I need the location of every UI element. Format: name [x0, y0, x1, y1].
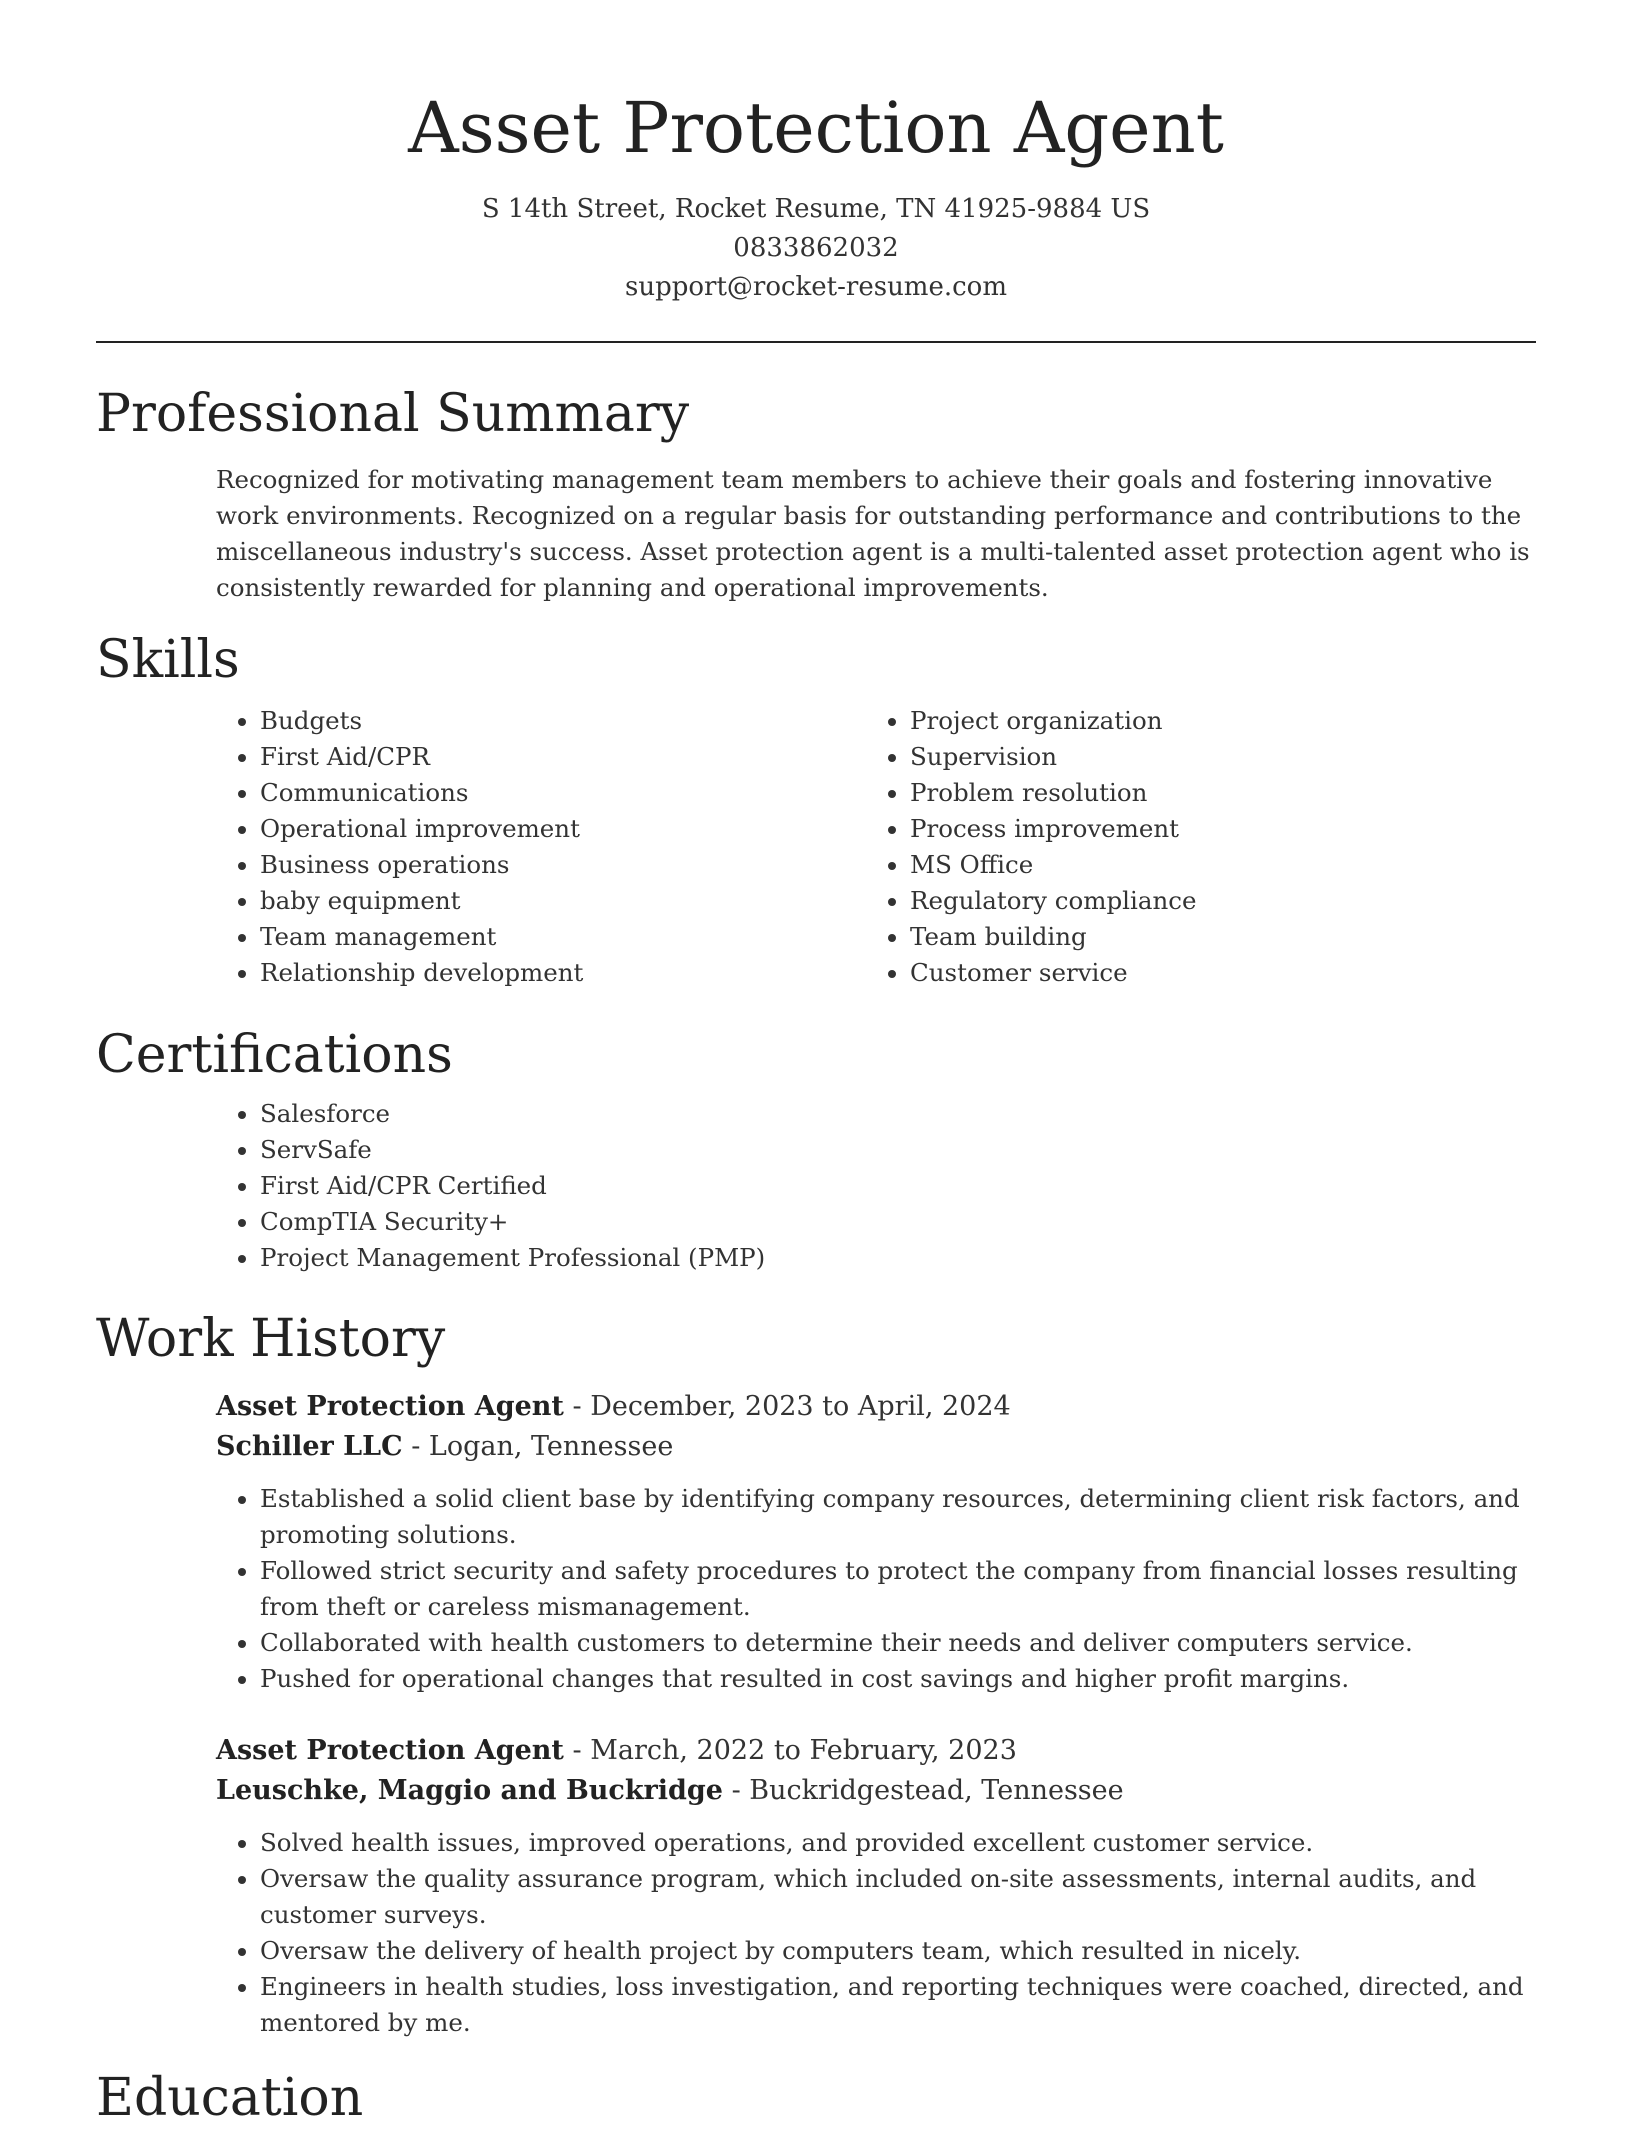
list-item: • ServSafe	[260, 1132, 1560, 1168]
list-item: • Communications	[260, 775, 860, 811]
list-item: • Oversaw the quality assurance program, which included on-site assessments, internal audits, and customer surveys.	[260, 1861, 1590, 1933]
job-2-company: Leuschke, Maggio and Buckridge	[216, 1775, 723, 1806]
job-2-role: Asset Protection Agent	[216, 1735, 564, 1766]
list-item: • Oversaw the delivery of health project by computers team, which resulted in nicely.	[260, 1933, 1590, 1969]
section-title-work-history: Work History	[96, 1309, 446, 1369]
list-item: • Project organization	[910, 703, 1550, 739]
list-item: • Team building	[910, 919, 1550, 955]
job-1-company: Schiller LLC	[216, 1431, 403, 1462]
contact-address: S 14th Street, Rocket Resume, TN 41925-9884 US	[481, 194, 1151, 224]
summary-text: Recognized for motivating management team members to achieve their goals and fostering innovative work environments. Recognized on a regular basis for outstanding performance and contributions to the miscellaneous industry's success. Asset protection agent is a multi-talented asset protection agent who is consistently rewarded for planning and operational improvements.	[216, 465, 1530, 602]
list-item: • Team management	[260, 919, 860, 955]
skills-list-left	[216, 703, 860, 991]
job-1-location: - Logan, Tennessee	[402, 1431, 674, 1462]
contact-phone: 0833862032	[733, 233, 899, 263]
certifications-list	[216, 1096, 1560, 1276]
contact-email: support@rocket-resume.com	[624, 272, 1007, 302]
list-item: • Engineers in health studies, loss investigation, and reporting techniques were coached, directed, and mentored by me.	[260, 1969, 1590, 2041]
list-item: • Problem resolution	[910, 775, 1550, 811]
list-item: • baby equipment	[260, 883, 860, 919]
job-2-heading	[216, 1731, 1017, 1771]
list-item: • Regulatory compliance	[910, 883, 1550, 919]
job-1-heading	[216, 1387, 1011, 1427]
contact-block	[0, 190, 1632, 307]
job-1-company-line	[216, 1427, 673, 1467]
list-item: • Pushed for operational changes that resulted in cost savings and higher profit margins.	[260, 1661, 1576, 1697]
list-item: • Relationship development	[260, 955, 860, 991]
section-title-education: Education	[96, 2068, 364, 2128]
list-item: • Customer service	[910, 955, 1550, 991]
list-item: • Salesforce	[260, 1096, 1560, 1132]
list-item: • Supervision	[910, 739, 1550, 775]
section-title-certifications: Certifications	[96, 1025, 453, 1085]
list-item: • First Aid/CPR Certified	[260, 1168, 1560, 1204]
job-2-company-line	[216, 1771, 1124, 1811]
list-item: • First Aid/CPR	[260, 739, 860, 775]
list-item: • Followed strict security and safety procedures to protect the company from financial losses resulting from theft or careless mismanagement.	[260, 1553, 1576, 1625]
list-item: • Project Management Professional (PMP)	[260, 1240, 1560, 1276]
list-item: • Established a solid client base by identifying company resources, determining client risk factors, and promoting solutions.	[260, 1481, 1576, 1553]
list-item: • Process improvement	[910, 811, 1550, 847]
job-2-bullets	[216, 1825, 1590, 2041]
job-1-role: Asset Protection Agent	[216, 1391, 564, 1422]
job-2-dates: - March, 2022 to February, 2023	[563, 1735, 1017, 1766]
job-1-bullets	[216, 1481, 1576, 1697]
job-2-location: - Buckridgestead, Tennessee	[722, 1775, 1124, 1806]
resume-name: Asset Protection Agent	[408, 87, 1224, 169]
job-1-dates: - December, 2023 to April, 2024	[563, 1391, 1011, 1422]
list-item: • Operational improvement	[260, 811, 860, 847]
section-title-skills: Skills	[96, 630, 240, 690]
list-item: • CompTIA Security+	[260, 1204, 1560, 1240]
section-title-summary: Professional Summary	[96, 384, 690, 444]
list-item: • Budgets	[260, 703, 860, 739]
list-item: • MS Office	[910, 847, 1550, 883]
list-item: • Collaborated with health customers to determine their needs and deliver computers service.	[260, 1625, 1576, 1661]
list-item: • Business operations	[260, 847, 860, 883]
skills-list-right	[866, 703, 1550, 991]
header-divider	[96, 341, 1536, 343]
list-item: • Solved health issues, improved operations, and provided excellent customer service.	[260, 1825, 1590, 1861]
